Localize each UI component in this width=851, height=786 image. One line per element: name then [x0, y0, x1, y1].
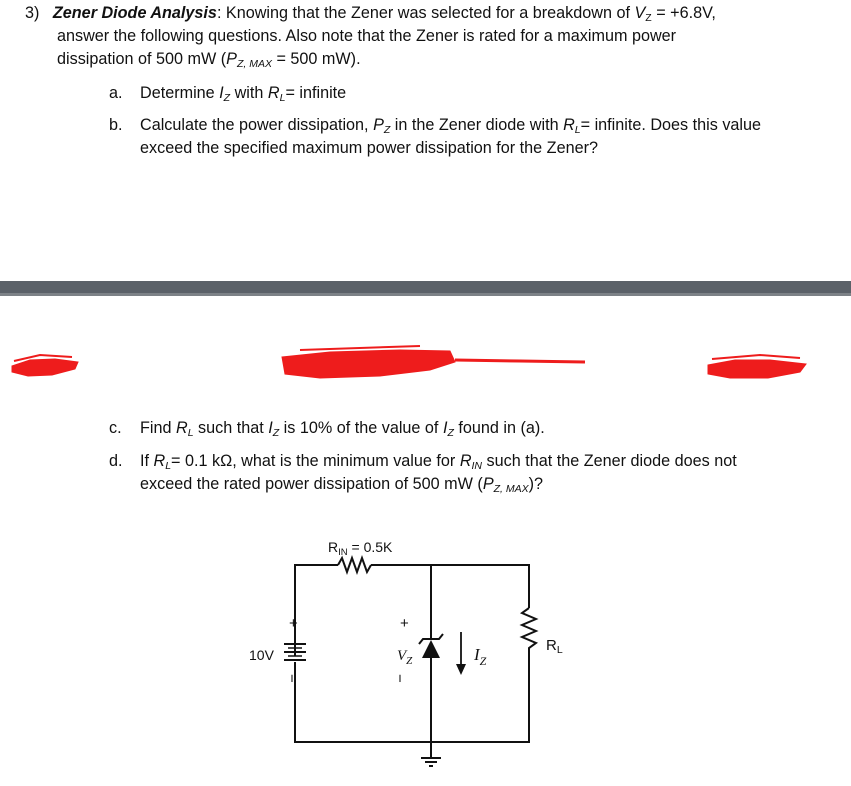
part-d-t2: = 0.1 kΩ, what is the minimum value for	[171, 452, 460, 470]
problem-title: Zener Diode Analysis	[52, 4, 217, 22]
part-a-rl: R	[267, 84, 280, 102]
part-b-t1: Calculate the power dissipation,	[140, 116, 374, 134]
rin-label: $R_{IN} = 0.5K$	[328, 539, 393, 558]
intro-text-3b: = 500 mW).	[271, 50, 361, 68]
part-b-t2: in the Zener diode with	[390, 116, 564, 134]
part-d-t1: If	[140, 452, 154, 470]
intro-text-3a: dissipation of 500 mW (	[57, 50, 227, 68]
part-a-iz: I	[219, 84, 224, 102]
part-c-rl: R	[176, 419, 188, 437]
vz-symbol: V	[634, 4, 646, 22]
part-d-label: d.	[109, 452, 123, 470]
part-d-pm: P	[482, 475, 494, 493]
part-c-t2: such that	[193, 419, 269, 437]
resistor-rin	[338, 558, 371, 572]
pmax-subscript: Z, MAX	[236, 58, 272, 70]
part-a-label: a.	[109, 84, 123, 102]
source-label: 10V	[249, 647, 274, 663]
vz-subscript: Z	[645, 12, 652, 24]
part-d-rin-sub: IN	[471, 460, 483, 472]
iz-label: $I_Z$	[474, 645, 487, 668]
rl-label: $R_L$	[546, 637, 563, 656]
problem-number: 3)	[25, 4, 40, 22]
part-c-label: c.	[109, 419, 122, 437]
redaction-scribble-center	[282, 346, 585, 378]
part-b-t3: = infinite. Does this value	[580, 116, 762, 134]
zener-minus: −	[391, 674, 408, 683]
circuit-diagram	[295, 558, 536, 758]
part-d-rl-sub: L	[165, 460, 172, 472]
part-b-pz-sub: Z	[383, 124, 391, 136]
ground-icon	[421, 758, 441, 766]
part-a-t1: Determine	[140, 84, 220, 102]
vz-value: = +6.8V,	[651, 4, 716, 22]
pmax-symbol: P	[226, 50, 237, 68]
redaction-scribble-left	[12, 355, 78, 376]
part-c-iz: I	[268, 419, 273, 437]
part-b-pz: P	[373, 116, 384, 134]
resistor-rl	[522, 608, 536, 676]
part-b-label: b.	[109, 116, 123, 134]
zener-plus: +	[400, 615, 409, 632]
part-a-t2: with	[230, 84, 268, 102]
part-d-t3: such that the Zener diode does not	[482, 452, 737, 470]
part-d-l2a: exceed the rated power dissipation of 500 mW (	[140, 475, 483, 493]
part-d-pm-sub: Z, MAX	[493, 483, 529, 495]
part-c-iz2: I	[442, 419, 448, 437]
problem-line-2: answer the following questions. Also note that the Zener is rated for a maximum power	[57, 27, 677, 45]
part-c-iz2-sub: Z	[447, 427, 454, 439]
part-d-rin: R	[459, 452, 472, 470]
redaction-scribble-right	[708, 355, 806, 378]
intro-text: : Knowing that the Zener was selected for a breakdown of	[216, 4, 635, 22]
part-c-rl-sub: L	[187, 427, 194, 439]
source-plus: +	[289, 615, 298, 632]
wire-top-right	[371, 565, 529, 608]
part-b-rl-sub: L	[574, 124, 581, 136]
part-c-t4: found in (a).	[453, 419, 545, 437]
vz-label: $V_Z$	[397, 648, 413, 667]
part-d-rl: R	[153, 452, 166, 470]
part-a-rl-sub: L	[279, 92, 286, 104]
part-a-t3: = infinite	[285, 84, 347, 102]
part-b-line-2: exceed the specified maximum power dissipation for the Zener?	[140, 139, 598, 157]
wire-top-left	[295, 565, 338, 656]
part-a-iz-sub: Z	[223, 92, 231, 104]
part-c-t3: is 10% of the value of	[279, 419, 443, 437]
source-minus: −	[283, 674, 300, 683]
current-arrow-icon	[456, 632, 466, 675]
part-c-iz-sub: Z	[272, 427, 280, 439]
part-b-rl: R	[563, 116, 575, 134]
polarity-marks	[283, 615, 409, 683]
part-c-t1: Find	[140, 419, 176, 437]
part-d-l2b: )?	[528, 475, 544, 493]
wire-source-bottom	[295, 662, 529, 742]
